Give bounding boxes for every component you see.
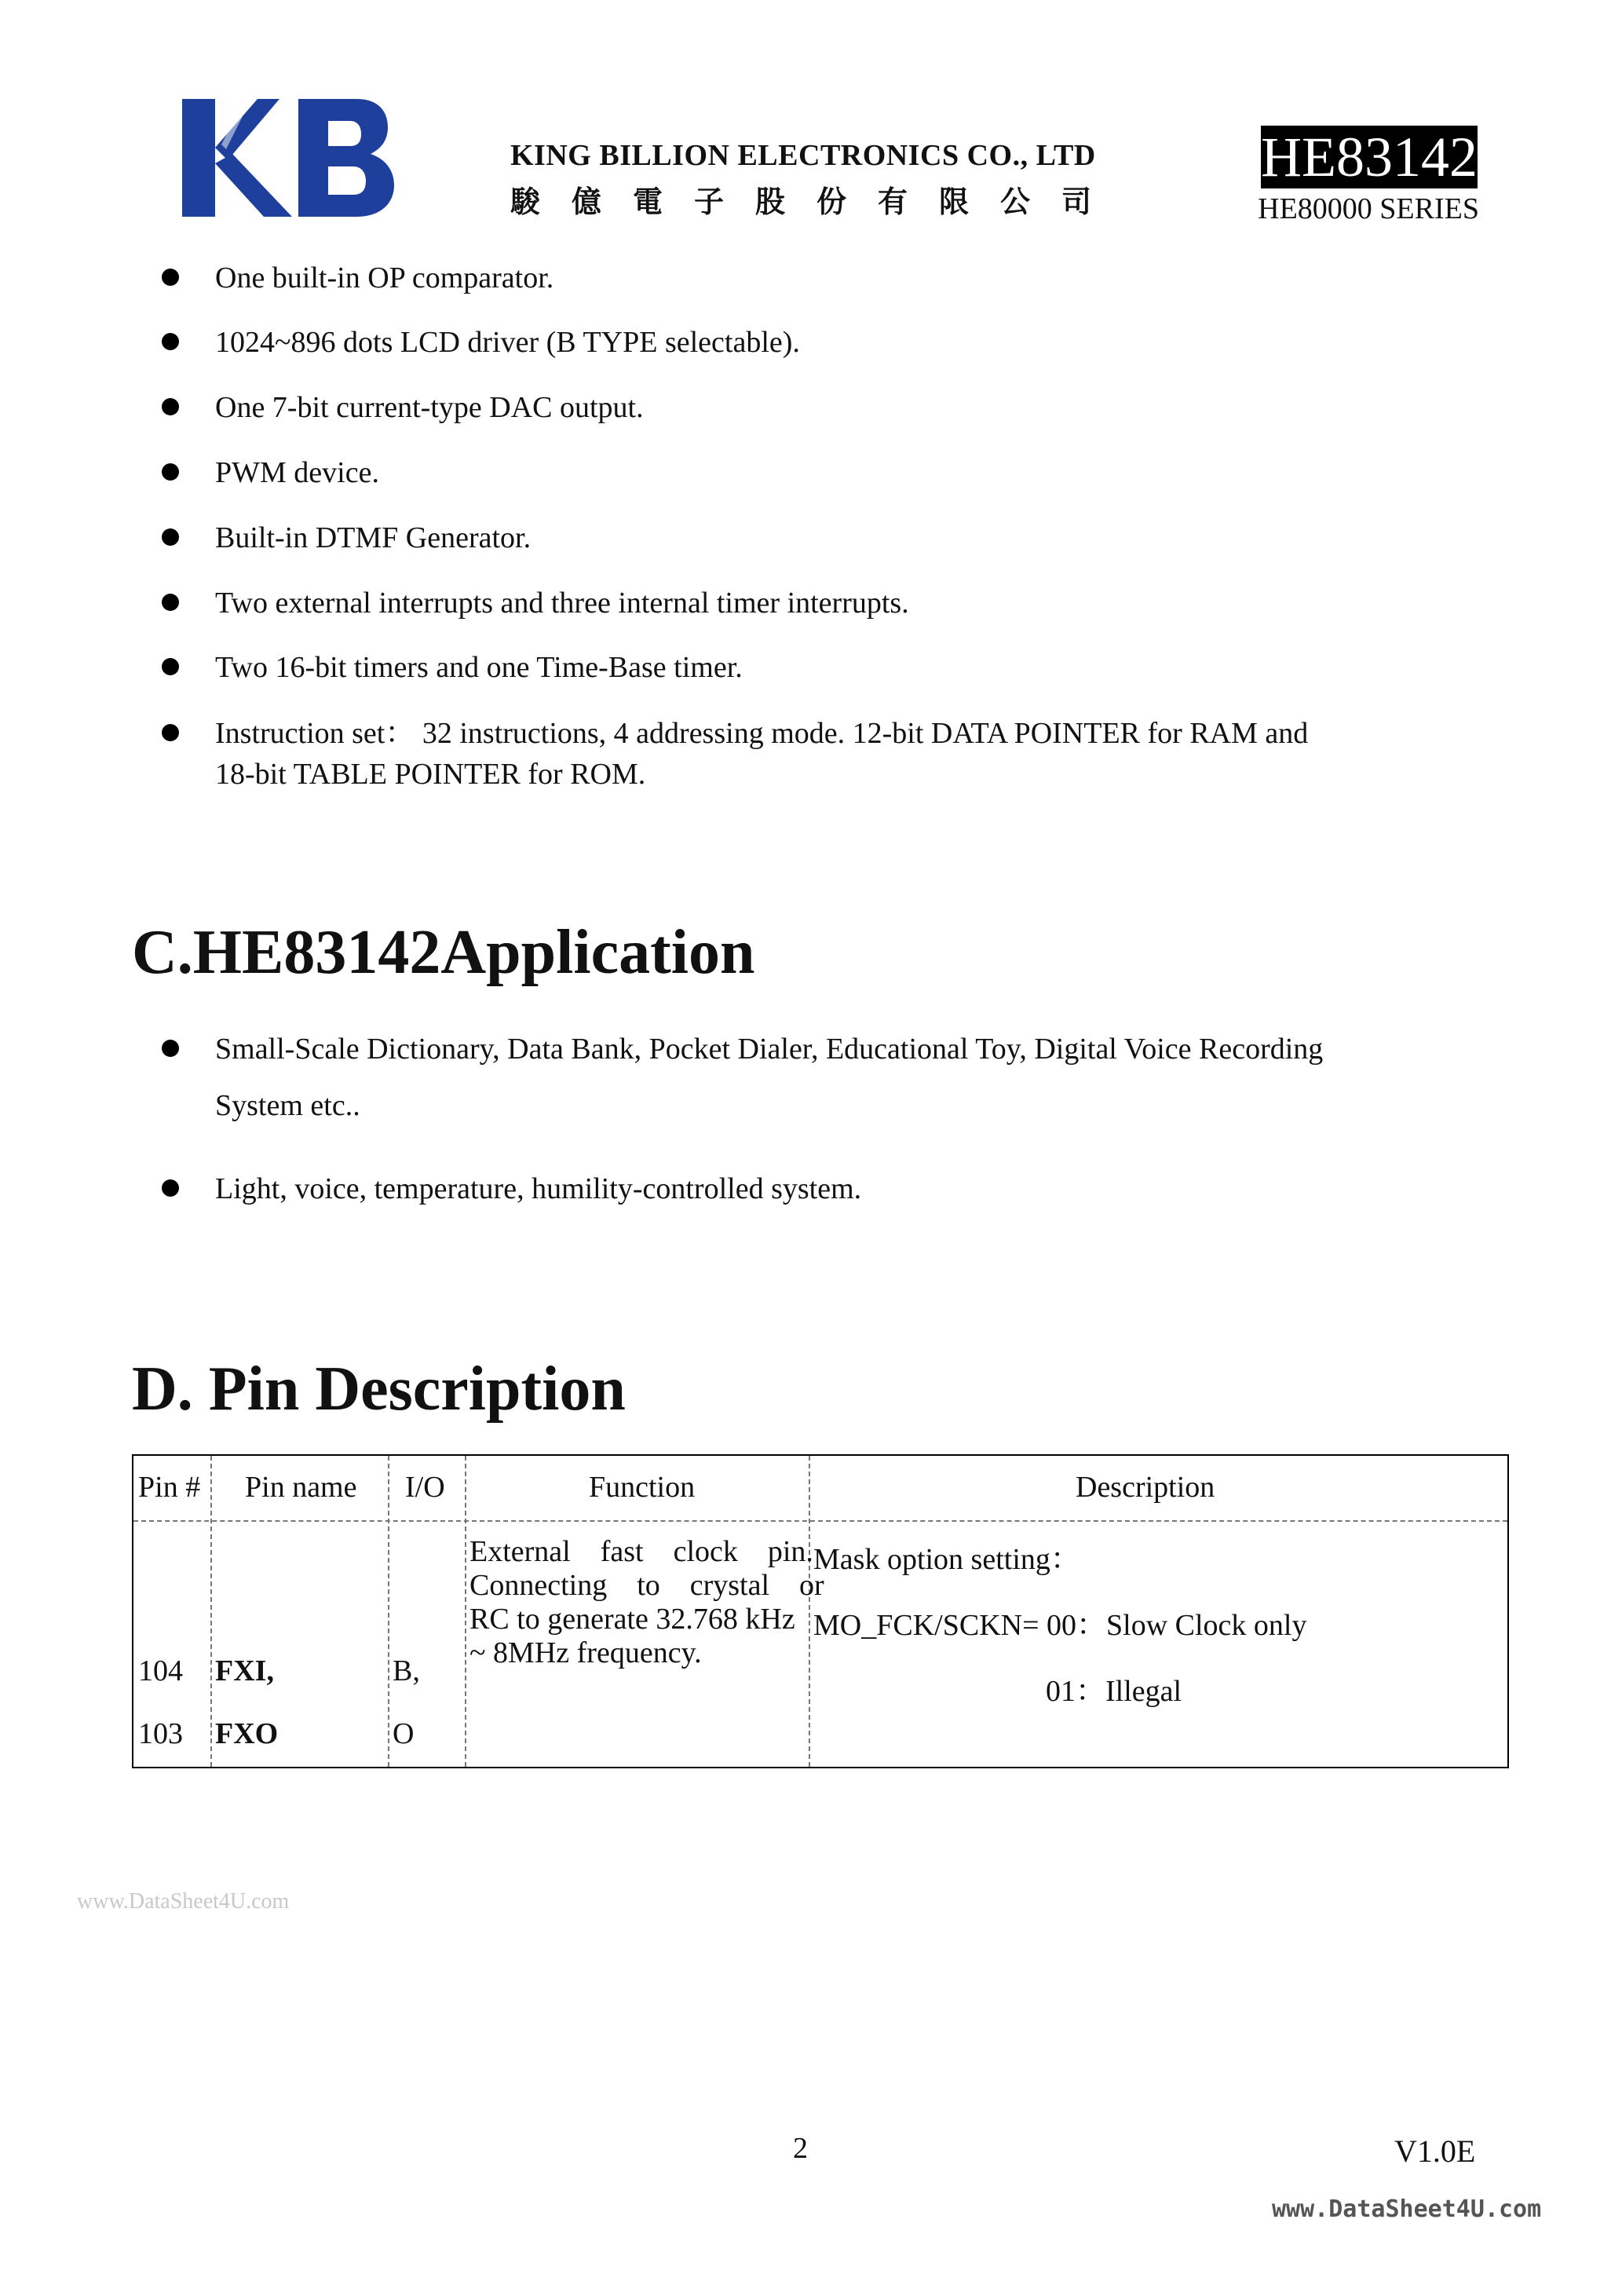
column-divider bbox=[465, 1456, 466, 1767]
header-divider bbox=[133, 1520, 1507, 1522]
pin-name-cell: FXO bbox=[215, 1717, 279, 1750]
column-divider bbox=[809, 1456, 810, 1767]
application-text: Small-Scale Dictionary, Data Bank, Pocket Dialer, Educational Toy, Digital Voice Recording bbox=[215, 1033, 1324, 1066]
pin-number-cell: 103 bbox=[138, 1717, 183, 1750]
description-text-line: Mask option setting： bbox=[813, 1543, 1080, 1576]
section-d-heading: D. Pin Description bbox=[132, 1355, 626, 1424]
header-io: I/O bbox=[405, 1471, 445, 1504]
document-version: V1.0E bbox=[1394, 2133, 1476, 2169]
column-divider bbox=[210, 1456, 212, 1767]
bullet-icon bbox=[162, 333, 179, 350]
feature-text: Two 16-bit timers and one Time-Base timer. bbox=[215, 651, 743, 684]
company-name-chinese: 駿億電子股份有限公司 bbox=[510, 185, 1123, 219]
bullet-icon bbox=[162, 528, 179, 546]
series-label: HE80000 SERIES bbox=[1258, 192, 1479, 225]
bullet-icon bbox=[162, 724, 179, 741]
bullet-icon bbox=[162, 594, 179, 611]
function-text-line: Connecting to crystal or bbox=[469, 1569, 824, 1602]
function-text-line: External fast clock pin. bbox=[469, 1535, 813, 1568]
feature-text: 18-bit TABLE POINTER for ROM. bbox=[215, 758, 646, 791]
application-text: System etc.. bbox=[215, 1089, 360, 1122]
application-text: Light, voice, temperature, humility-controlled system. bbox=[215, 1172, 862, 1205]
model-number-badge: HE83142 bbox=[1261, 126, 1478, 188]
section-c-heading: C.HE83142Application bbox=[132, 918, 755, 987]
page-number: 2 bbox=[793, 2132, 808, 2165]
header-pin-name: Pin name bbox=[245, 1471, 357, 1504]
bullet-icon bbox=[162, 1179, 179, 1197]
feature-text: One built-in OP comparator. bbox=[215, 261, 554, 294]
io-cell: O bbox=[393, 1717, 415, 1750]
bullet-icon bbox=[162, 658, 179, 675]
feature-text: Instruction set： 32 instructions, 4 addressing mode. 12-bit DATA POINTER for RAM and bbox=[215, 717, 1309, 750]
company-name-english: KING BILLION ELECTRONICS CO., LTD bbox=[510, 139, 1096, 172]
description-text-line: 01：Illegal bbox=[1046, 1675, 1182, 1708]
feature-text: One 7-bit current-type DAC output. bbox=[215, 391, 644, 424]
feature-text: PWM device. bbox=[215, 456, 379, 489]
bullet-icon bbox=[162, 1040, 179, 1057]
io-cell: B, bbox=[393, 1654, 420, 1687]
feature-text: 1024~896 dots LCD driver (B TYPE selectable). bbox=[215, 326, 800, 359]
function-text-line: ~ 8MHz frequency. bbox=[469, 1636, 702, 1669]
header-pin-number: Pin # bbox=[138, 1471, 201, 1504]
function-text-line: RC to generate 32.768 kHz bbox=[469, 1603, 795, 1636]
description-text-line: MO_FCK/SCKN= 00：Slow Clock only bbox=[813, 1609, 1307, 1642]
bullet-icon bbox=[162, 269, 179, 286]
feature-text: Built-in DTMF Generator. bbox=[215, 521, 532, 554]
watermark-link[interactable]: www.DataSheet4U.com bbox=[1272, 2195, 1542, 2223]
column-divider bbox=[388, 1456, 389, 1767]
header-description: Description bbox=[1076, 1471, 1215, 1504]
pin-description-table bbox=[132, 1454, 1509, 1768]
pin-number-cell: 104 bbox=[138, 1654, 183, 1687]
watermark-text: www.DataSheet4U.com bbox=[77, 1889, 290, 1914]
header-function: Function bbox=[589, 1471, 696, 1504]
feature-text: Two external interrupts and three internal timer interrupts. bbox=[215, 587, 909, 620]
pin-name-cell: FXI, bbox=[215, 1654, 274, 1687]
bullet-icon bbox=[162, 463, 179, 481]
company-logo bbox=[182, 99, 394, 217]
bullet-icon bbox=[162, 398, 179, 415]
